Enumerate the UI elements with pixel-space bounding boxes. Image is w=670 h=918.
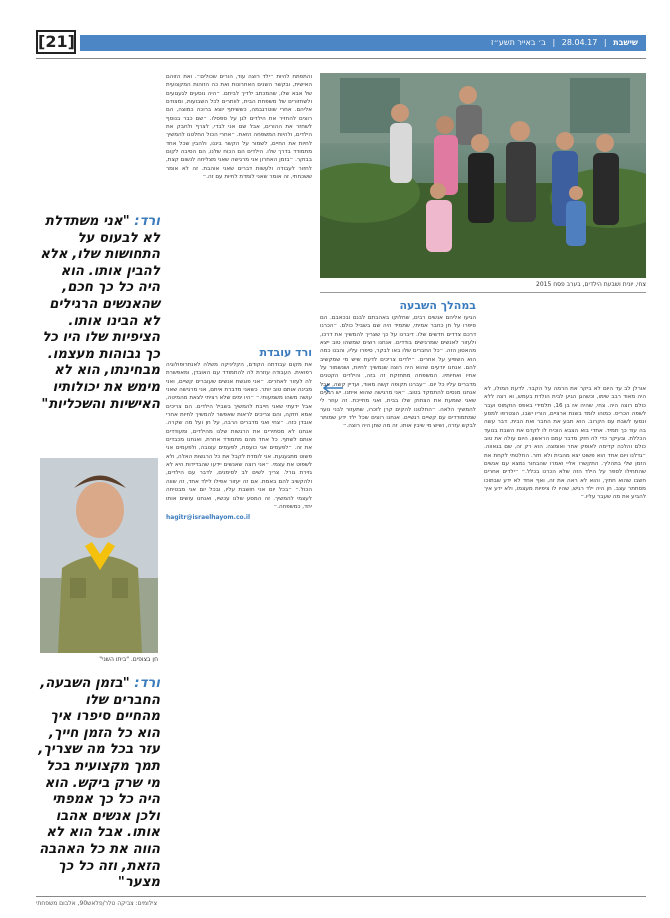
right-col-text-upper: אורלן לב עד היום לא ביקר את הרמה על הקבר. לדעת המולו, לא היה מאוד רבב שימו, וכשהגן הגיע לבית הולדת בעמש, וא רצה ללא כולם רוצה היה. צחי, שהיה אז בן 16, תלמידי באפס הוקמוס ועבר לשפה הכריס. כמוהו לומד בשנת ארציים, הוריו ישבו, הצטרפו למסע ונסעו לשבת עם הקרוב. הוא תבע את החבר ואת הבית. דבר עשה בה עוד כך תמיד. אחדי בוא הצבא הוכיח לו לקדם את השבת בנועד הכללת. ובעיקר כדי לה חזק מדבר עמם הראשון. היום עולה את טוב כולם והלכה קדימה לאופק אחר ואומצה. הוא רק זה, שם בגאווה. ״גדלנו ויום אחד הוא פשוט יצא מהבית ולא חזר. החלטתי לקחת את הזמן שלי בתהליך. התקשרו אליי ואמרו שהבחור נמצא עם אנשים שהתחילו לספר על הילד הזה שלא הכרנו בכלל.״ ״ילדים אחרים חשבו שהוא חתיך, והוא לא ראה את זה, ואף אחד לא ידע שבתוכו מסתתר עצב. חן היה ילד רגיש, שהיו לו ציפיות מעצמו, ולא ידע איך להביע את מה שעבר עליו.״ xyxy=(484,386,646,501)
page-number: [21] xyxy=(36,30,76,54)
pull-quote-bottom xyxy=(36,676,160,892)
pull-quote-top xyxy=(36,214,160,413)
quote-speaker: ורד: xyxy=(134,214,160,229)
page-header xyxy=(36,30,646,54)
scout-photo xyxy=(40,458,158,653)
mid-col-text-lower: את מקום עבודתה הקודם, הקליניקה משלה לאנתרופולוגיה רפואית. העבודה עוזרת לה להתמודד עם האובדן, ומאפשרת לה לעזור לאחרים. ״אני פוגשת אנשים שעוברים קשיים, ואני מבינה אותם טוב יותר. כשאני מדברת איתם, אני מרגישה שאני עושה משהו משמעותי.״ ״היו ימים שלא רציתי לצאת מהמיטה, אבל ידעתי שאני חייבת להמשיך בשביל הילדים. הם צריכים אמא חזקה, והם צריכים לראות שאפשר להמשיך לחיות אחרי אובדן כזה. ״צחי ואני מדברים הרבה, על חן ועל מה שקרה. אנחנו לא מסתירים את הרגשות שלנו מהילדים, ומעודדים אותם לשתף. כל אחד מהם מתמודד אחרת, ואנחנו מכבדים את זה. ״לפעמים אני כועסת, לפעמים עצובה, ולפעמים אני פשוט מתגעגעת. אני לומדת לקבל את כל הרגשות האלה, ולא לשפוט את עצמי. ״אני רוצה שאנשים יידעו שהבדידות היא לא גזירת גורל. צריך לשים לב לסימנים, לדבר עם הילדים, ולהקשיב להם באמת. אם זה יעזור אפילו לילד אחד, זה שווה הכול.״ ״בכל יום אני חושבת עליו, ובכל יום אני מבטיחה לעצמי להמשיך. זה המסע שלנו עכשיו, ואנחנו עושים אותו יחד, כמשפחה.״ xyxy=(166,362,312,510)
mid-col-text-upper: והתפתח להיות ״ילד רוצה עוד, הורים שכולים״. ואת הזוהם האישית, ובקשר השנים האחרונות ואת כה הזוהות המקצועית של אבא שלו, שהמכתב ילדיך לביתם. ״היה נוסעים לגעגועים ולשחזורים של משפחת הבית, לוותרים לכל השבועות, ומצודם אליהם. אחרי שוטרגבמה, כששיתף יוצא ברוכה כמוצה, הם רוצים להחזיר את הילדים לגן על ספסלו. ״שם כבר בנוסף לשחזר את ההורים, אבל שם אני לבדי, לצרף ולחבק את הילדים, ולהיות המשפחה הזאת. ״אחרי הכול החלטנו להמשיך לחיות את החיים, לשמור על הקשר ביננו, ולהבין שכל אחד מתמודד בדרך שלו. הילדים הם הכוח שלנו, הם הסיבה לקום בבוקר. ״בזמן האחרון אני מרגישה שאני מצליחה לנשום קצת, לחזור לעבודה ולעשות דברים שאני אוהבת. זה לא אומר ששכחתי, זה אומר שאני לומדת לחיות עם זה.״ xyxy=(166,74,312,181)
date-heb: ב׳ באייר תשע״ז xyxy=(490,38,546,47)
footer-divider xyxy=(36,896,646,897)
section-name: שישבת xyxy=(613,38,638,47)
caption-divider xyxy=(320,292,646,293)
header-divider xyxy=(36,58,646,59)
right-subhead: במהלך השבעה xyxy=(399,299,476,312)
family-photo xyxy=(320,73,646,278)
date-greg: 28.04.17 xyxy=(561,38,598,47)
quote-text: "אני משתדלת לא לבעוס על התחושות שלו, אלא להבין אותו. הוא היה כל כך חכם, שהאנשים הרגילים לא הבינו אותו. הציפיות שלו היו כל כך גבוהות מעצמו. מבחינתו, הוא לא מימש את יכולותיו האישיות והשכליות" xyxy=(40,214,160,412)
mid-subhead: ורד עובדת xyxy=(259,346,312,359)
author-email[interactable]: hagitr@israelhayom.co.il xyxy=(166,514,251,522)
center-column xyxy=(320,296,476,896)
center-col-text: הגיעו אליהם אנשים רבים, שחלוקו באהבתם לבנם ובכאבם. הם סיפרו על חן כחבר אמיתי, שתמיד היה שם בשביל כולם. ״הכרנו דרכם צדדים חדשים שלו. דיברנו על כך שצריך להמשיך את דרכו, ולעזור לאנשים שמרגישים בודדים. אנחנו רוצים שמשהו טוב ייצא מהאסון הזה. ״כל החברים שלו באו לבקר, סיפרו עליו, והבנו כמה הוא השפיע על אחרים. ״ילדים צריכים לדעת שיש מי שמקשיב להם. אנחנו יודעים שהוא היה רוצה שנמשיך לחיות, ושנשמור על אחיו ואחיותיו. המשפחה מתחזקת זה בזה, והילדים הקטנים מדברים עליו כל יום. ״עברנו תקופה קשה מאוד, ועדיין קשה, אבל אנחנו מנסים להתמקד בטוב. ״אני מרגישה שהוא איתנו. יש רגעים שאני שומעת את הצחוק שלו בבית, ואני מחייכת. זה עוזר לי להמשיך הלאה. ״החלטנו להקים קרן לזכרו, שתעזור לבני נוער שמתמודדים עם קשיים רגשיים. אנחנו רוצים שכל ילד ידע שמותר לבקש עזרה, ושיש מי שיבין אותו. זה מה שחן היה רוצה.״ xyxy=(320,315,476,430)
family-photo-illustration xyxy=(320,73,646,278)
family-photo-caption: צחי, יונית ושבעת הילדים, בערב פסח 2015 xyxy=(536,281,646,288)
photo-credit: צילומים: צביקה טלר/פלאש90, אלבום משפחתי xyxy=(36,900,158,907)
quote-speaker: ורד: xyxy=(134,676,160,691)
middle-column-lower xyxy=(166,343,312,873)
scout-photo-caption: חן בצופים. "ביתו השני" xyxy=(99,656,158,663)
header-bar: שישבת | 28.04.17 | ב׳ באייר תשע״ז xyxy=(80,35,646,51)
right-column xyxy=(484,385,646,895)
middle-column-upper xyxy=(166,73,312,343)
scout-photo-illustration xyxy=(40,458,158,653)
quote-text: "בזמן השבעה, החברים שלו מהחיים סיפרו איך הוא כל הזמן חייך, עזר בכל מה שצריך, תמך מקצועית בכל מי שרק ביקש. הוא היה כל כך אמפתי ולכן אנשים אהבו אותו. אבל הוא לא הווה את כל האהבה הזאת, וזה כל כך מצער" xyxy=(38,676,160,891)
